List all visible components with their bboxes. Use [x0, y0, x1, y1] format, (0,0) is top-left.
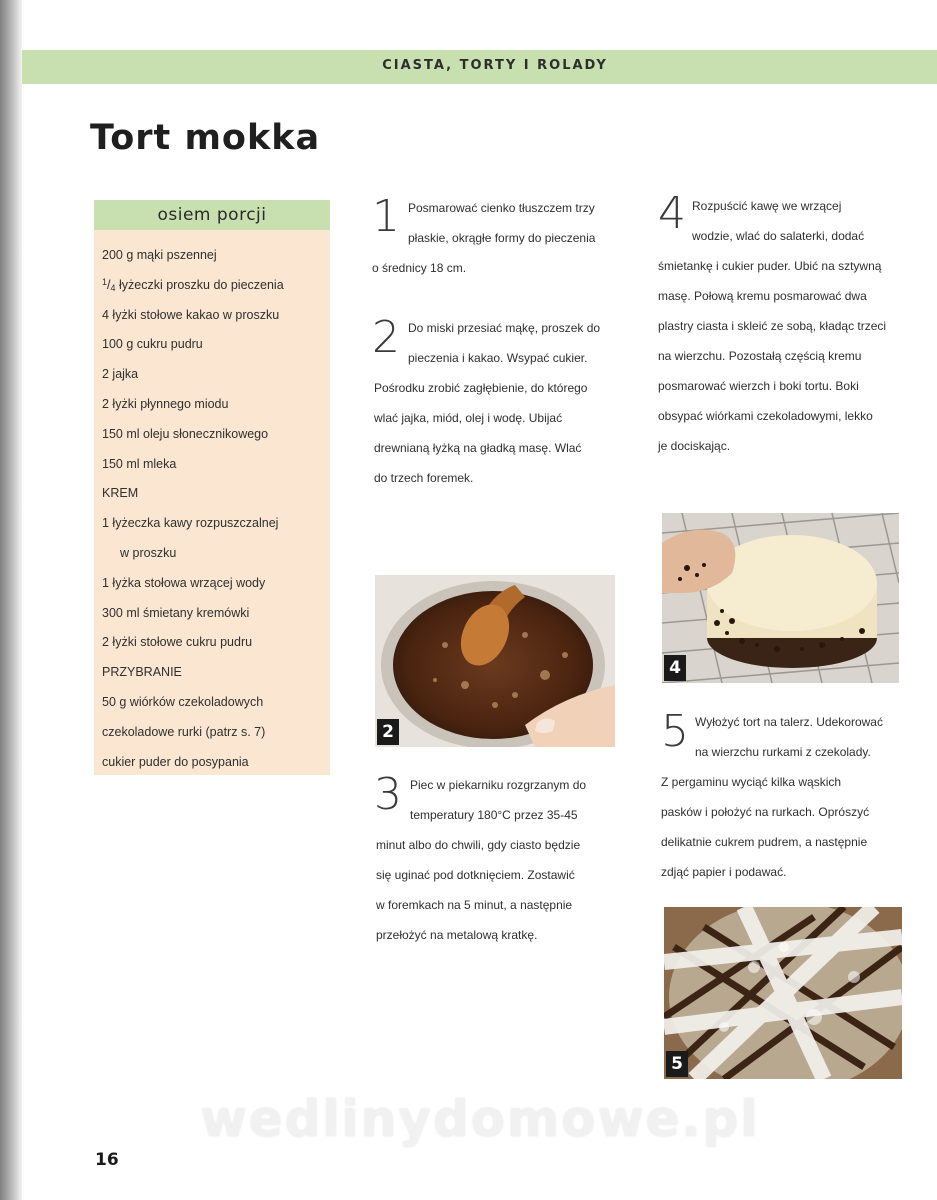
- ingredient-item: 300 ml śmietany kremówki: [102, 605, 250, 620]
- step-line: Wyłożyć tort na talerz. Udekorować: [695, 715, 883, 729]
- step-line: Do miski przesiać mąkę, proszek do: [408, 321, 601, 335]
- ingredient-item: cukier puder do posypania: [102, 754, 249, 769]
- ingredient-item: czekoladowe rurki (patrz s. 7): [102, 724, 266, 739]
- step-4: [658, 188, 928, 472]
- page-title: Tort mokka: [90, 118, 321, 158]
- step-line: minut albo do chwili, gdy ciasto będzie: [376, 838, 581, 852]
- step-line: masę. Połową kremu posmarować dwa: [658, 289, 867, 303]
- step-line: Rozpuścić kawę we wrzącej: [692, 199, 842, 213]
- step-3: [374, 769, 644, 958]
- ingredient-subheading: KREM: [102, 486, 139, 501]
- mixing-bowl-illustration: [375, 575, 615, 747]
- ingredient-item: 1 łyżka stołowa wrzącej wody: [102, 575, 266, 590]
- ingredient-item: $^1$/4 łyżeczki proszku do pieczenia: [102, 276, 284, 293]
- step-line: się uginać pod dotknięciem. Zostawić: [376, 868, 575, 882]
- servings-heading: osiem porcji: [94, 200, 330, 230]
- ingredient-item: 150 ml oleju słonecznikowego: [102, 426, 269, 441]
- step-line: przełożyć na metalową kratkę.: [376, 928, 538, 942]
- ingredient-item: 2 łyżki płynnego miodu: [102, 396, 229, 411]
- photo-step-label: 5: [666, 1051, 688, 1077]
- step-line: drewnianą łyżką na gładką masę. Wlać: [374, 441, 582, 455]
- step-line: je dociskając.: [658, 439, 731, 453]
- step-number: 2: [372, 312, 400, 363]
- section-title: CIASTA, TORTY I ROLADY: [382, 58, 608, 73]
- ingredient-item: w proszku: [120, 545, 177, 560]
- step-line: w foremkach na 5 minut, a następnie: [376, 898, 573, 912]
- step-number: 1: [372, 191, 400, 242]
- ingredient-item: 2 łyżki stołowe cukru pudru: [102, 635, 253, 650]
- fraction-numerator: 1: [102, 276, 108, 287]
- step-line: śmietankę i cukier puder. Ubić na sztywną: [658, 259, 882, 273]
- decorated-cake-photo: [664, 907, 902, 1079]
- step-2: [372, 312, 642, 501]
- decorated-cake-illustration: [664, 907, 902, 1079]
- step-line: wodzie, wlać do salaterki, dodać: [692, 229, 865, 243]
- page-binding-shadow: [0, 0, 22, 1200]
- watermark: wedlinydomowe.pl: [200, 1090, 760, 1148]
- fraction-denominator: 4: [110, 282, 116, 293]
- step-line: o średnicy 18 cm.: [372, 261, 467, 275]
- step-line: na wierzchu rurkami z czekolady.: [695, 745, 871, 759]
- step-line: Piec w piekarniku rozgrzanym do: [410, 778, 587, 792]
- step-number: 4: [658, 188, 686, 239]
- photo-step-label: 2: [377, 719, 399, 745]
- step-1: [372, 191, 632, 290]
- step-line: pieczenia i kakao. Wsypać cukier.: [408, 351, 588, 365]
- step-line: zdjąć papier i podawać.: [661, 865, 787, 879]
- ingredient-item: 4 łyżki stołowe kakao w proszku: [102, 307, 280, 322]
- ingredient-item: 1 łyżeczka kawy rozpuszczalnej: [102, 516, 279, 531]
- step-5: [661, 706, 931, 895]
- ingredient-item: 200 g mąki pszennej: [102, 248, 217, 262]
- step-line: płaskie, okrągłe formy do pieczenia: [408, 231, 596, 245]
- step-line: posmarować wierzch i boki tortu. Boki: [658, 379, 859, 393]
- ingredient-item: 2 jajka: [102, 367, 139, 382]
- ingredient-item: 50 g wiórków czekoladowych: [102, 694, 264, 709]
- ingredient-text: łyżeczki proszku do pieczenia: [119, 277, 284, 292]
- ingredient-item: 100 g cukru pudru: [102, 337, 203, 352]
- page-number: 16: [95, 1150, 119, 1170]
- step-line: wlać jajka, miód, olej i wodę. Ubijać: [374, 411, 563, 425]
- step-line: obsypać wiórkami czekoladowymi, lekko: [658, 409, 873, 423]
- frosted-cake-photo: [662, 513, 899, 683]
- ingredient-subheading: PRZYBRANIE: [102, 665, 182, 680]
- step-line: temperatury 180°C przez 35-45: [410, 808, 578, 822]
- step-number: 3: [374, 769, 402, 820]
- step-line: na wierzchu. Pozostałą częścią kremu: [658, 349, 862, 363]
- frosted-cake-illustration: [662, 513, 899, 683]
- step-line: delikatnie cukrem pudrem, a następnie: [661, 835, 868, 849]
- ingredient-item: 150 ml mleka: [102, 456, 177, 471]
- mixing-bowl-photo: [375, 575, 615, 747]
- step-line: Pośrodku zrobić zagłębienie, do którego: [374, 381, 588, 395]
- step-number: 5: [661, 706, 689, 757]
- ingredients-list: [102, 241, 327, 777]
- step-line: pasków i położyć na rurkach. Oprószyć: [661, 805, 870, 819]
- step-line: plastry ciasta i skleić ze sobą, kładąc trzeci: [658, 319, 887, 333]
- step-line: Z pergaminu wyciąć kilka wąskich: [661, 775, 842, 789]
- step-line: Posmarować cienko tłuszczem trzy: [408, 201, 595, 215]
- step-line: do trzech foremek.: [374, 471, 474, 485]
- photo-step-label: 4: [664, 655, 686, 681]
